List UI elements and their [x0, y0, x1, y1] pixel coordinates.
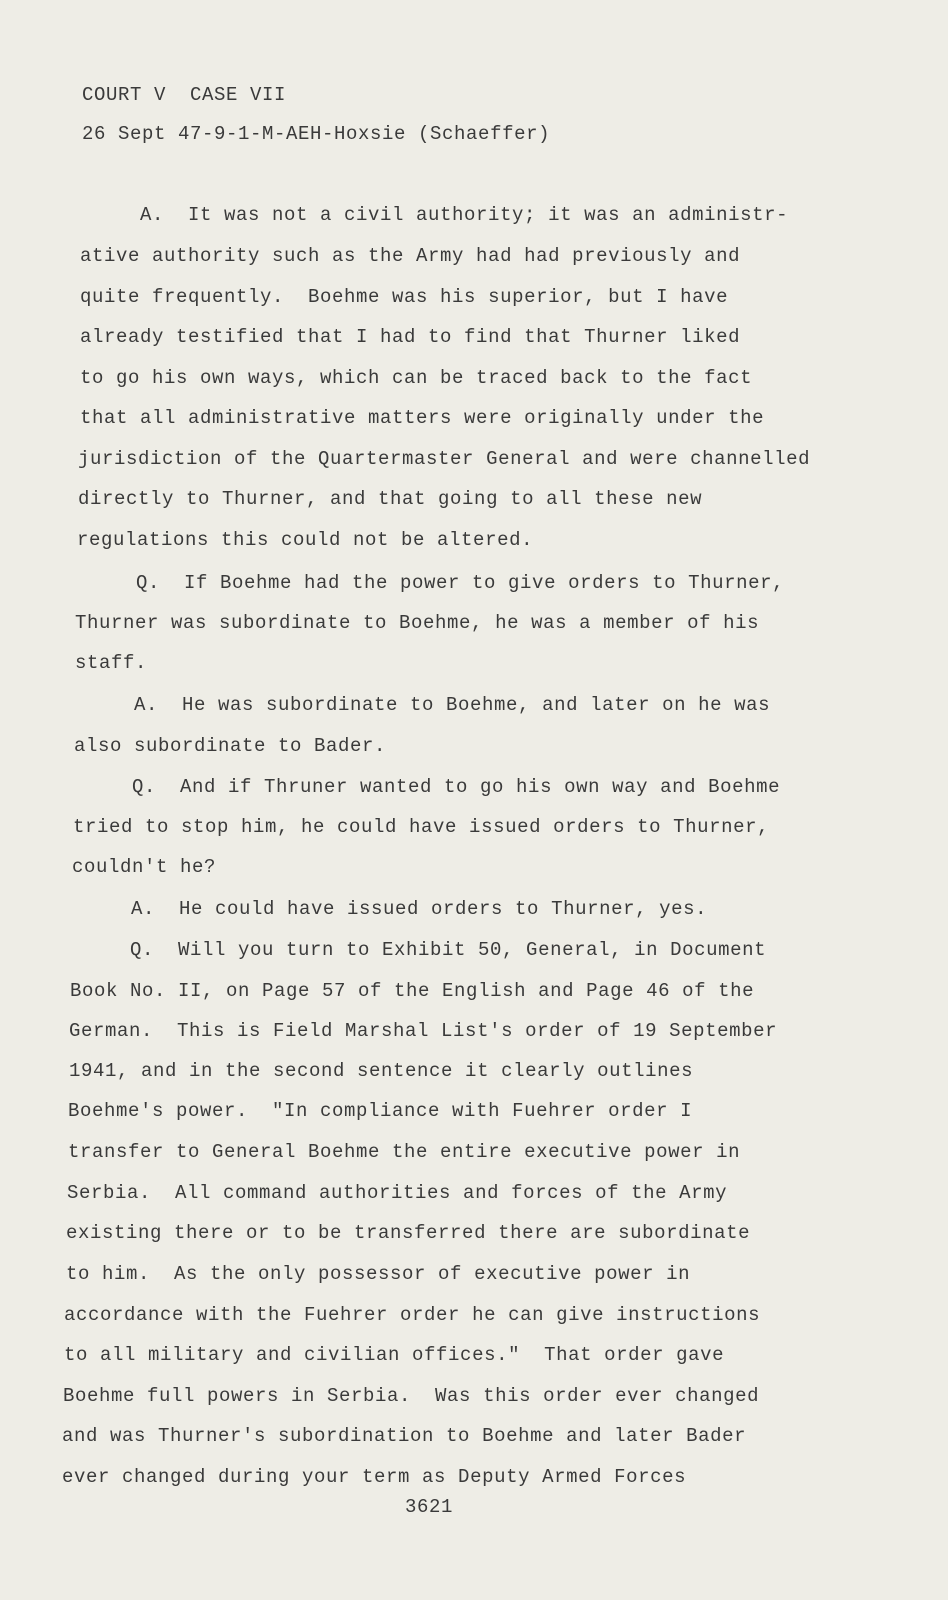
transcript-line: ever changed during your term as Deputy Armed Forces: [62, 1466, 687, 1488]
transcript-line: quite frequently. Boehme was his superior, but I have: [80, 286, 729, 308]
transcript-line: that all administrative matters were originally under the: [80, 407, 765, 429]
transcript-line: German. This is Field Marshal List's order of 19 September: [69, 1020, 778, 1042]
transcript-line: accordance with the Fuehrer order he can give instructions: [64, 1304, 761, 1326]
page-number: 3621: [405, 1496, 454, 1518]
transcript-line: Q. And if Thruner wanted to go his own way and Boehme: [132, 776, 781, 798]
transcript-line: Boehme's power. "In compliance with Fuehrer order I: [68, 1100, 693, 1122]
transcript-line: transfer to General Boehme the entire executive power in: [68, 1141, 741, 1163]
transcript-line: directly to Thurner, and that going to all these new: [78, 488, 703, 510]
court-case-header: COURT V CASE VII: [82, 84, 287, 106]
transcript-line: A. He could have issued orders to Thurner, yes.: [131, 898, 708, 920]
transcript-line: Book No. II, on Page 57 of the English and Page 46 of the: [70, 980, 755, 1002]
transcript-line: jurisdiction of the Quartermaster General and were channelled: [78, 448, 811, 470]
transcript-line: already testified that I had to find that Thurner liked: [80, 326, 741, 348]
date-reference-header: 26 Sept 47-9-1-M-AEH-Hoxsie (Schaeffer): [82, 123, 551, 145]
transcript-line: to go his own ways, which can be traced back to the fact: [80, 367, 753, 389]
transcript-line: Serbia. All command authorities and forces of the Army: [67, 1182, 728, 1204]
transcript-line: Q. If Boehme had the power to give orders to Thurner,: [136, 572, 785, 594]
transcript-line: regulations this could not be altered.: [77, 529, 534, 551]
transcript-line: Q. Will you turn to Exhibit 50, General, in Document: [130, 939, 767, 961]
transcript-line: also subordinate to Bader.: [74, 735, 387, 757]
transcript-line: Boehme full powers in Serbia. Was this order ever changed: [63, 1385, 760, 1407]
transcript-line: tried to stop him, he could have issued orders to Thurner,: [73, 816, 770, 838]
transcript-line: to all military and civilian offices." That order gave: [64, 1344, 725, 1366]
transcript-line: couldn't he?: [72, 856, 217, 878]
transcript-line: 1941, and in the second sentence it clearly outlines: [69, 1060, 694, 1082]
transcript-line: and was Thurner's subordination to Boehme and later Bader: [62, 1425, 747, 1447]
transcript-line: existing there or to be transferred there are subordinate: [66, 1222, 751, 1244]
transcript-line: to him. As the only possessor of executive power in: [66, 1263, 691, 1285]
transcript-line: ative authority such as the Army had had previously and: [80, 245, 741, 267]
transcript-line: A. It was not a civil authority; it was an administr-: [140, 204, 789, 226]
transcript-line: staff.: [75, 652, 148, 674]
transcript-line: A. He was subordinate to Boehme, and later on he was: [134, 694, 771, 716]
transcript-line: Thurner was subordinate to Boehme, he was a member of his: [75, 612, 760, 634]
